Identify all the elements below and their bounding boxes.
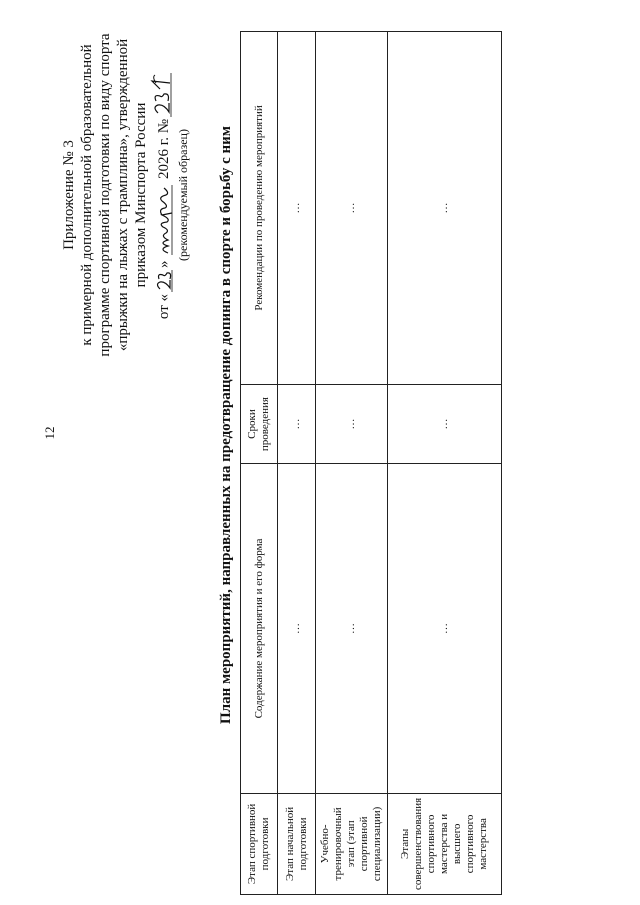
table-row <box>278 32 316 895</box>
row-content: … <box>316 464 388 794</box>
row-stage: Этап начальной подготовки <box>278 793 316 894</box>
row-recommendations: … <box>388 32 502 385</box>
header-content: Содержание мероприятия и его форма <box>241 464 278 794</box>
plan-title: План мероприятий, направленных на предотвращение допинга в спорте и борьбу с ним <box>218 126 234 725</box>
date-prefix: от « <box>156 293 172 320</box>
row-stage: Учебно-тренировочный этап (этап спортивной специализации) <box>316 793 388 894</box>
appendix-line-1: к примерной дополнительной образовательной <box>79 44 95 346</box>
table-row <box>388 32 502 895</box>
appendix-line-4: приказом Минспорта России <box>133 102 149 288</box>
header-term: Сроки проведения <box>241 384 278 463</box>
row-content: … <box>278 464 316 794</box>
date-year-text: 2026 г. № <box>156 118 172 179</box>
document-number-handwritten <box>150 73 179 117</box>
row-recommendations: … <box>316 32 388 385</box>
header-recommendations: Рекомендации по проведению мероприятий <box>241 32 278 385</box>
appendix-date-line <box>150 15 179 375</box>
row-term: … <box>278 384 316 463</box>
page-number: 12 <box>42 426 57 440</box>
header-stage: Этап спортивной подготовки <box>241 793 278 894</box>
row-term: … <box>388 384 502 463</box>
table-row <box>316 32 388 895</box>
row-content: … <box>388 464 502 794</box>
row-recommendations: … <box>278 32 316 385</box>
appendix-line-2: программе спортивной подготовки по виду спорта <box>97 33 113 357</box>
appendix-title: Приложение № 3 <box>61 140 77 250</box>
appendix-header <box>60 15 179 375</box>
row-stage: Этапы совершенствования спортивного мастерства и высшего спортивного мастерства <box>388 793 502 894</box>
row-term: … <box>316 384 388 463</box>
table-header-row <box>241 32 278 895</box>
anti-doping-plan-table <box>240 31 502 895</box>
date-day-suffix: » <box>156 260 172 268</box>
sample-note: (рекомендуемый образец) <box>176 129 190 261</box>
appendix-line-3: «прыжки на лыжах с трамплина», утвержденной <box>115 38 131 352</box>
